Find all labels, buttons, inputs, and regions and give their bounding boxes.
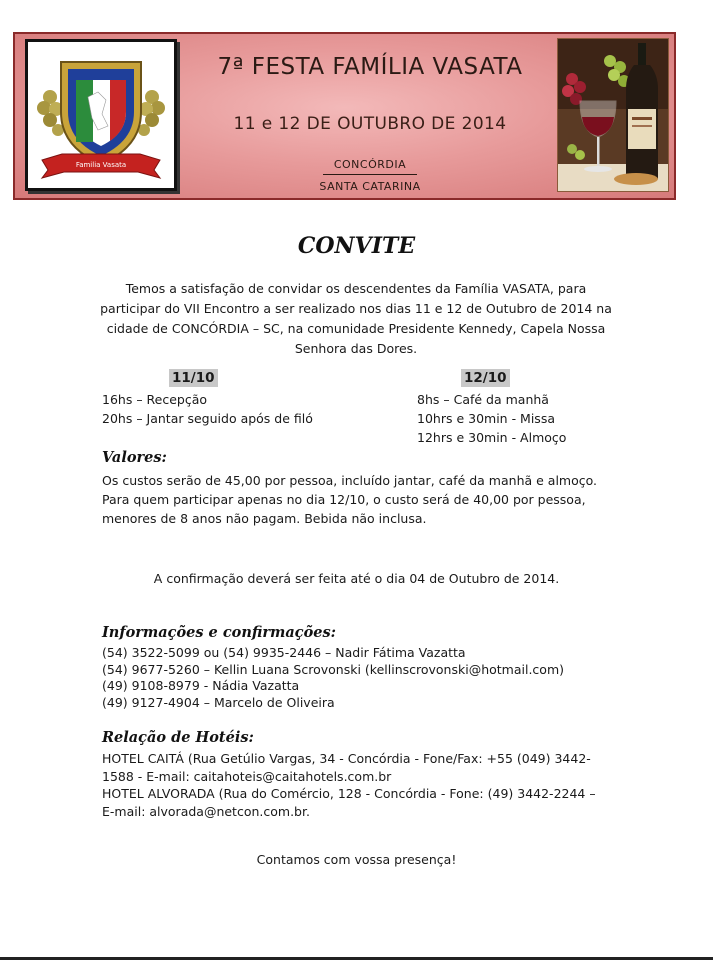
day2-heading: 12/10: [461, 369, 510, 387]
contact-item: (49) 9127-4904 – Marcelo de Oliveira: [102, 694, 335, 710]
contacts-heading: Informações e confirmações:: [102, 624, 337, 641]
grapes-left-icon: [37, 90, 64, 136]
wine-photo: [557, 38, 669, 192]
city-divider: [323, 174, 417, 175]
closing-message: Contamos com vossa presença!: [256, 852, 457, 867]
prices-text: Os custos serão de 45,00 por pessoa, incluído jantar, café da manhã e almoço. Para quem participar apenas no dia 12/10, o custo será de 40,00 por pessoa, menores de 8 anos não pagam. Bebida não inclusa.: [102, 473, 598, 526]
schedule-item: 20hs – Jantar seguido após de filó: [102, 411, 313, 426]
day1-schedule: [102, 390, 313, 428]
hotel-item: HOTEL CAITÁ (Rua Getúlio Vargas, 34 - Concórdia - Fone/Fax: +55 (049) 3442-1588 - E-mail: caitahoteis@caitahotels.com.br: [102, 751, 591, 784]
schedule-item: 12hrs e 30min - Almoço: [417, 430, 567, 445]
family-crest-logo: [25, 39, 177, 191]
hotel-item: HOTEL ALVORADA (Rua do Comércio, 128 - Concórdia - Fone: (49) 3442-2244 – E-mail: alvorada@netcon.com.br.: [102, 786, 596, 819]
contact-item: (49) 9108-8979 - Nádia Vazatta: [102, 678, 300, 693]
day1-heading: 11/10: [169, 369, 218, 387]
hotels-list: [102, 750, 607, 820]
contact-item: (54) 3522-5099 ou (54) 9935-2446 – Nadir Fátima Vazatta: [102, 645, 466, 660]
crest-ribbon-text: Familia Vasata: [75, 161, 127, 169]
day2-schedule: [417, 390, 566, 447]
event-date: 11 e 12 DE OUTUBRO DE 2014: [233, 114, 507, 134]
prices-heading: Valores:: [102, 449, 167, 466]
schedule-item: 16hs – Recepção: [102, 392, 208, 407]
grapes-right-icon: [138, 90, 165, 136]
schedule-item: 10hrs e 30min - Missa: [417, 411, 555, 426]
contact-item: (54) 9677-5260 – Kellin Luana Scrovonski (kellinscrovonski@hotmail.com): [102, 661, 564, 677]
schedule-item: 8hs – Café da manhã: [417, 392, 549, 407]
invitation-title: CONVITE: [297, 233, 416, 259]
event-state: SANTA CATARINA: [319, 180, 421, 193]
header-banner: [13, 32, 676, 200]
invitation-intro: Temos a satisfação de convidar os descendentes da Família VASATA, para participar do VII Encontro a ser realizado nos dias 11 e 12 de Outubro de 2014 na cidade de CONCÓRDIA – SC, na comunidade Presidente Kennedy, Capela Nossa Senhora das Dores.: [100, 281, 612, 356]
wine-glass-icon: [558, 39, 668, 191]
event-title: 7ª FESTA FAMÍLIA VASATA: [217, 54, 523, 80]
crest-shield-icon: [28, 42, 174, 188]
hotels-heading: Relação de Hotéis:: [102, 729, 254, 746]
event-city: CONCÓRDIA: [333, 158, 407, 171]
confirmation-deadline: A confirmação deverá ser feita até o dia 04 de Outubro de 2014.: [153, 571, 560, 586]
contacts-list: [102, 645, 564, 711]
